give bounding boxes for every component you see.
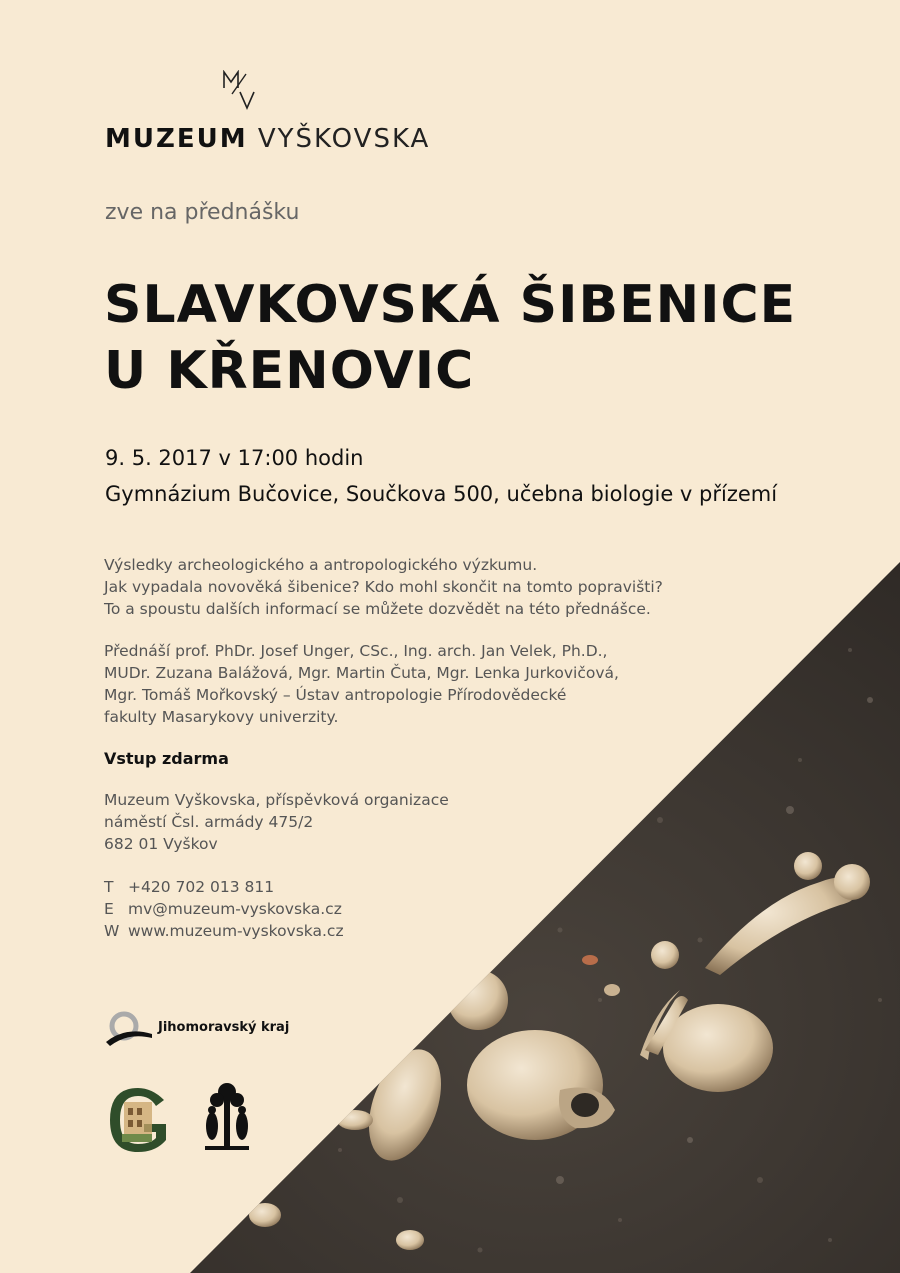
intro-line: Jak vypadala novověká šibenice? Kdo mohl skončit na tomto popravišti? (104, 578, 663, 596)
jihomoravsky-kraj-logo-icon (104, 1008, 164, 1048)
intro-line: Výsledky archeologického a antropologického výzkumu. (104, 556, 538, 574)
invite-text: zve na přednášku (105, 200, 300, 225)
museum-address (104, 789, 449, 855)
brand-bold: MUZEUM (105, 124, 248, 154)
contact-key: T (104, 878, 114, 896)
address-line: 682 01 Vyškov (104, 835, 218, 853)
intro-paragraph (104, 554, 663, 620)
event-venue: Gymnázium Bučovice, Součkova 500, učebna biologie v přízemí (105, 482, 778, 506)
speakers-line: MUDr. Zuzana Balážová, Mgr. Martin Čuta, Mgr. Lenka Jurkovičová, (104, 664, 619, 682)
contact-web (104, 920, 344, 942)
address-line: Muzeum Vyškovska, příspěvková organizace (104, 791, 449, 809)
address-line: náměstí Čsl. armády 475/2 (104, 813, 314, 831)
title-line-2: U KŘENOVIC (104, 341, 475, 401)
tree-emblem-logo-icon (203, 1080, 251, 1154)
contact-phone (104, 876, 344, 898)
speakers-line: Mgr. Tomáš Mořkovský – Ústav antropologie Přírodovědecké (104, 686, 567, 704)
contact-list (104, 876, 344, 942)
brand-light: VYŠKOVSKA (257, 124, 431, 154)
intro-line: To a spoustu dalších informací se můžete dozvědět na této přednášce. (104, 600, 651, 618)
speakers-paragraph (104, 640, 619, 728)
speakers-line: fakulty Masarykovy univerzity. (104, 708, 339, 726)
museum-brand-name (105, 124, 430, 154)
event-date: 9. 5. 2017 v 17:00 hodin (105, 446, 364, 470)
contact-key: E (104, 900, 114, 918)
website-link[interactable]: www.muzeum-vyskovska.cz (128, 922, 344, 940)
contact-key: W (104, 922, 120, 940)
museum-mv-logo-icon (222, 70, 256, 110)
gymnazium-g-logo-icon (104, 1084, 178, 1156)
email-link[interactable]: mv@muzeum-vyskovska.cz (128, 900, 342, 918)
lecture-title (104, 272, 796, 404)
phone-number[interactable]: +420 702 013 811 (128, 878, 275, 896)
title-line-1: SLAVKOVSKÁ ŠIBENICE (104, 275, 797, 335)
kraj-label: Jihomoravský kraj (158, 1020, 290, 1035)
free-entry-label: Vstup zdarma (104, 749, 229, 768)
speakers-line: Přednáší prof. PhDr. Josef Unger, CSc., Ing. arch. Jan Velek, Ph.D., (104, 642, 608, 660)
contact-email (104, 898, 344, 920)
